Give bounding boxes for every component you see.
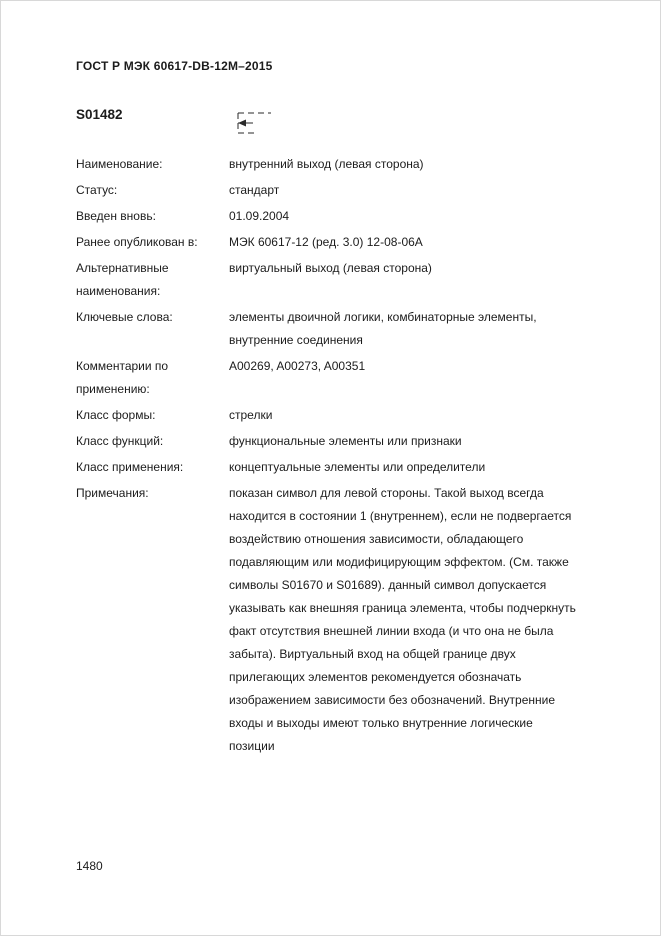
field-value: стрелки [229,408,273,422]
field-row [76,430,576,453]
document-header: ГОСТ Р МЭК 60617-DB-12M–2015 [76,59,273,73]
field-value: концептуальные элементы или определители [229,460,486,474]
field-row [76,306,576,352]
field-label: Класс функций: [76,434,164,448]
field-value: МЭК 60617-12 (ред. 3.0) 12-08-06A [229,235,423,249]
symbol-id: S01482 [76,107,123,122]
field-value: стандарт [229,183,280,197]
field-value: элементы двоичной логики, комбинаторные элементы, внутренние соединения [229,310,537,347]
field-label: Введен вновь: [76,209,156,223]
field-row [76,231,576,254]
field-value: показан символ для левой стороны. Такой выход всегда находится в состоянии 1 (внутреннем), если не подвергается воздействию отношения зависимости, обладающего подавляющим или модифицирующим эффектом. (См. также символы S01670 и S01689). данный символ допускается указывать как внешняя граница элемента, чтобы подчеркнуть факт отсутствия внешней линии входа (и что она не была забыта). Виртуальный вход на общей границе двух прилегающих элементов рекомендуется обозначать изображением зависимости без обозначений. Внутренние входы и выходы имеют только внутренние логические позиции [229,486,576,753]
field-row [76,456,576,479]
field-value: внутренний выход (левая сторона) [229,157,424,171]
field-value: 01.09.2004 [229,209,290,223]
field-label: Примечания: [76,486,149,500]
page-number: 1480 [76,859,103,873]
field-value: функциональные элементы или признаки [229,434,462,448]
field-row [76,205,576,228]
field-label: Класс применения: [76,460,184,474]
field-row [76,153,576,176]
field-label: Статус: [76,183,118,197]
field-label: Наименование: [76,157,163,171]
fields-table [76,153,576,761]
field-label: Альтернативные наименования: [76,261,169,298]
field-label: Ключевые слова: [76,310,173,324]
field-value: A00269, A00273, A00351 [229,359,366,373]
field-row [76,179,576,202]
field-label: Комментарии по применению: [76,359,169,396]
field-value: виртуальный выход (левая сторона) [229,261,432,275]
field-row [76,355,576,401]
internal-output-left-symbol-icon [229,109,273,142]
symbol-row [76,107,585,142]
field-row [76,482,576,758]
field-label: Ранее опубликован в: [76,235,198,249]
field-row [76,404,576,427]
field-row [76,257,576,303]
field-label: Класс формы: [76,408,156,422]
